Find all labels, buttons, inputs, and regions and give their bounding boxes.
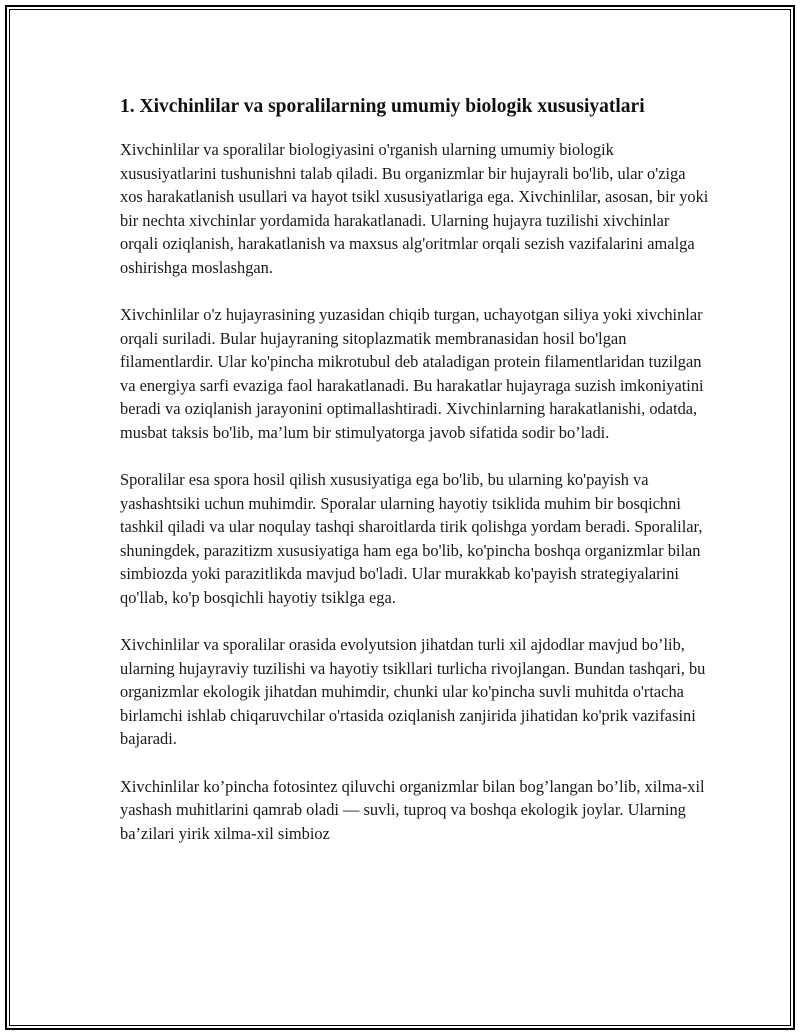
paragraph-4: Xivchinlilar va sporalilar orasida evolyutsion jihatdan turli xil ajdodlar mavjud bo’lib, ularning hujayraviy tuzilishi va hayotiy tsikllari turlicha rivojlangan. Bundan tashqari, bu organizmlar ekologik jihatdan muhimdir, chunki ular ko'pincha suvli muhitda o'rtacha birlamchi ishlab chiqaruvchilar o'rtasida oziqlanish zanjirida jihatidan ko'prik vazifasini bajaradi. <box>120 635 706 748</box>
paragraph-1: Xivchinlilar va sporalilar biologiyasini o'rganish ularning umumiy biologik xususiyatlarini tushunishni talab qiladi. Bu organizmlar bir hujayrali bo'lib, ular o'ziga xos harakatlanish usullari va hayot tsikl xususiyatlariga ega. Xivchinlilar, asosan, bir yoki bir nechta xivchinlar yordamida harakatlanadi. Ularning hujayra tuzilishi xivchinlar orqali oziqlanish, harakatlanish va maxsus alg'oritmlar orqali sezish vazifalarini amalga oshirishga moslashgan. <box>120 140 709 277</box>
section-title: 1. Xivchinlilar va sporalilarning umumiy biologik xususiyatlari <box>120 96 645 117</box>
paragraph-5: Xivchinlilar ko’pincha fotosintez qiluvchi organizmlar bilan bog’langan bo’lib, xilma-xil yashash muhitlarini qamrab oladi — suvli, tuproq va boshqa ekologik joylar. Ularning ba’zilari yirik xilma-xil simbioz <box>120 776 705 843</box>
page-frame <box>5 5 795 1030</box>
paragraph-3: Sporalilar esa spora hosil qilish xususiyatiga ega bo'lib, bu ularning ko'payish va yashashtsiki uchun muhimdir. Sporalar ularning hayotiy tsiklida muhim bir bosqichni tashkil qiladi va ular noqulay tashqi sharoitlarda tirik qolishga yordam beradi. Sporalilar, shuningdek, parazitizm xususiyatiga ham ega bo'lib, ko'pincha boshqa organizmlar bilan simbiozda yoki parazitlikda mavjud bo'ladi. Ular murakkab ko'payish strategiyalarini qo'llab, ko'p bosqichli hayotiy tsiklga ega. <box>120 470 703 607</box>
paragraph-2: Xivchinlilar o'z hujayrasining yuzasidan chiqib turgan, uchayotgan siliya yoki xivchinlar orqali suriladi. Bular hujayraning sitoplazmatik membranasidan hosil bo'lgan filamentlardir. Ular ko'pincha mikrotubul deb ataladigan protein filamentlaridan tuzilgan va energiya sarfi evaziga faol harakatlanadi. Bu harakatlar hujayraga suzish imkoniyatini beradi va oziqlanish jarayonini optimallashtiradi. Xivchinlarning harakatlanishi, odatda, musbat taksis bo'lib, ma’lum bir stimulyatorga javob sifatida sodir bo’ladi. <box>120 305 704 442</box>
document-body <box>120 93 710 869</box>
